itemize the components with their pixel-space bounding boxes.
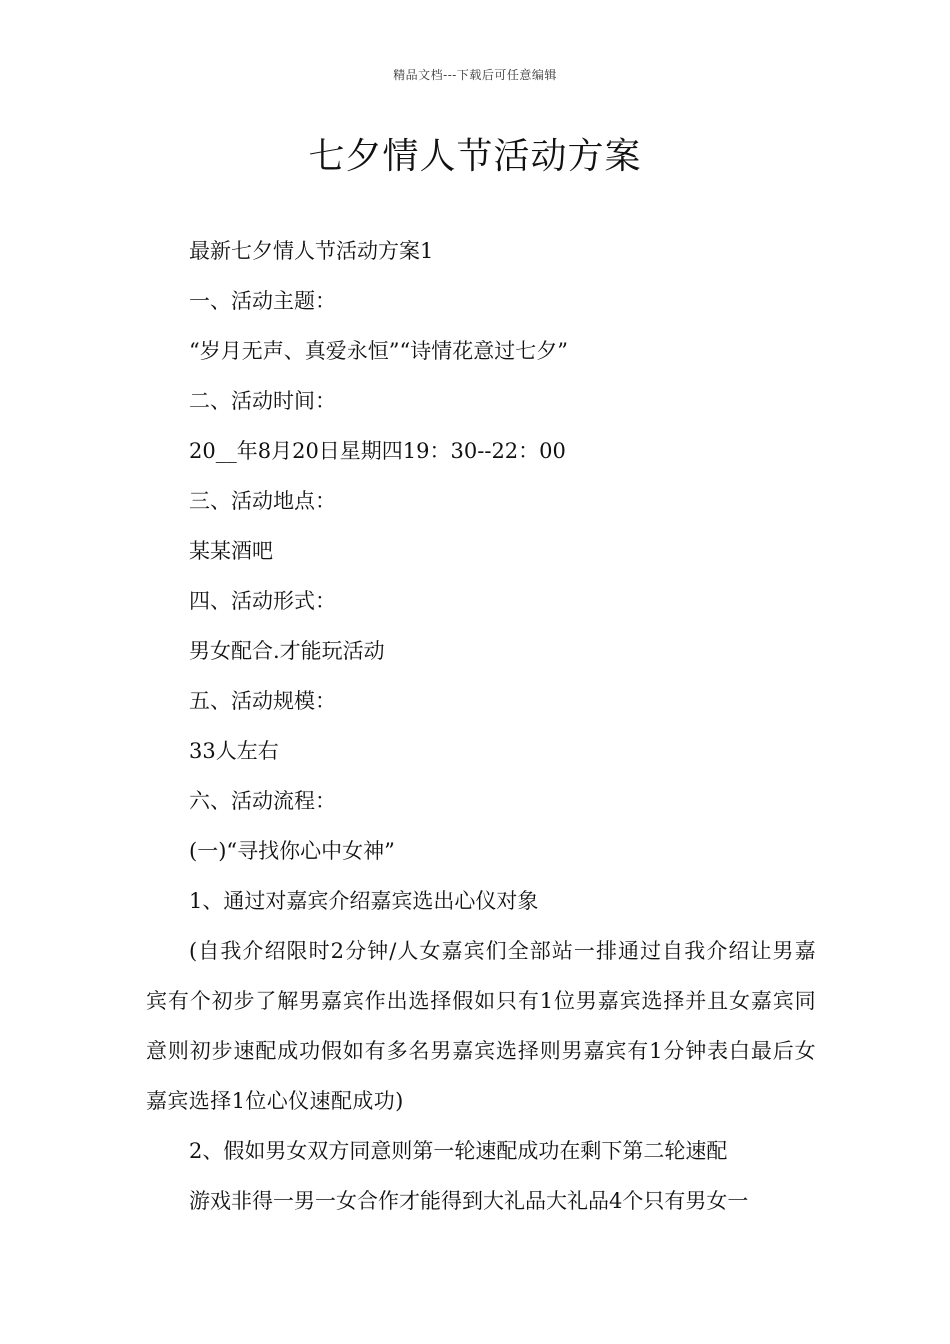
paragraph: 2、假如男女双方同意则第一轮速配成功在剩下第二轮速配: [189, 1139, 728, 1163]
section-heading: 二、活动时间：: [189, 389, 336, 413]
section-heading: 三、活动地点：: [189, 489, 336, 513]
paragraph: 20__年8月20日星期四19：30--22：00: [189, 439, 566, 463]
header-note: 精品文档---下载后可任意编辑: [393, 68, 557, 82]
paragraph: (一)“寻找你心中女神”: [189, 839, 395, 863]
paragraph: 最新七夕情人节活动方案1: [189, 239, 434, 263]
paragraph: 某某酒吧: [189, 539, 273, 563]
section-heading: 五、活动规模：: [189, 689, 336, 713]
paragraph: 男女配合.才能玩活动: [189, 639, 385, 663]
paragraph: 33人左右: [189, 739, 279, 763]
paragraph: 游戏非得一男一女合作才能得到大礼品大礼品4个只有男女一: [189, 1189, 749, 1213]
paragraph: “岁月无声、真爱永恒”“诗情花意过七夕”: [189, 339, 568, 363]
document-body: [146, 226, 816, 1226]
section-heading: 一、活动主题：: [189, 289, 336, 313]
document-title: 七夕情人节活动方案: [308, 136, 642, 177]
section-heading: 六、活动流程：: [189, 789, 336, 813]
paragraph: 1、通过对嘉宾介绍嘉宾选出心仪对象: [189, 889, 539, 913]
section-heading: 四、活动形式：: [189, 589, 336, 613]
paragraph: (自我介绍限时2分钟/人女嘉宾们全部站一排通过自我介绍让男嘉宾有个初步了解男嘉宾作出选择假如只有1位男嘉宾选择并且女嘉宾同意则初步速配成功假如有多名男嘉宾选择则男嘉宾有1分钟表白最后女嘉宾选择1位心仪速配成功): [146, 939, 816, 1113]
